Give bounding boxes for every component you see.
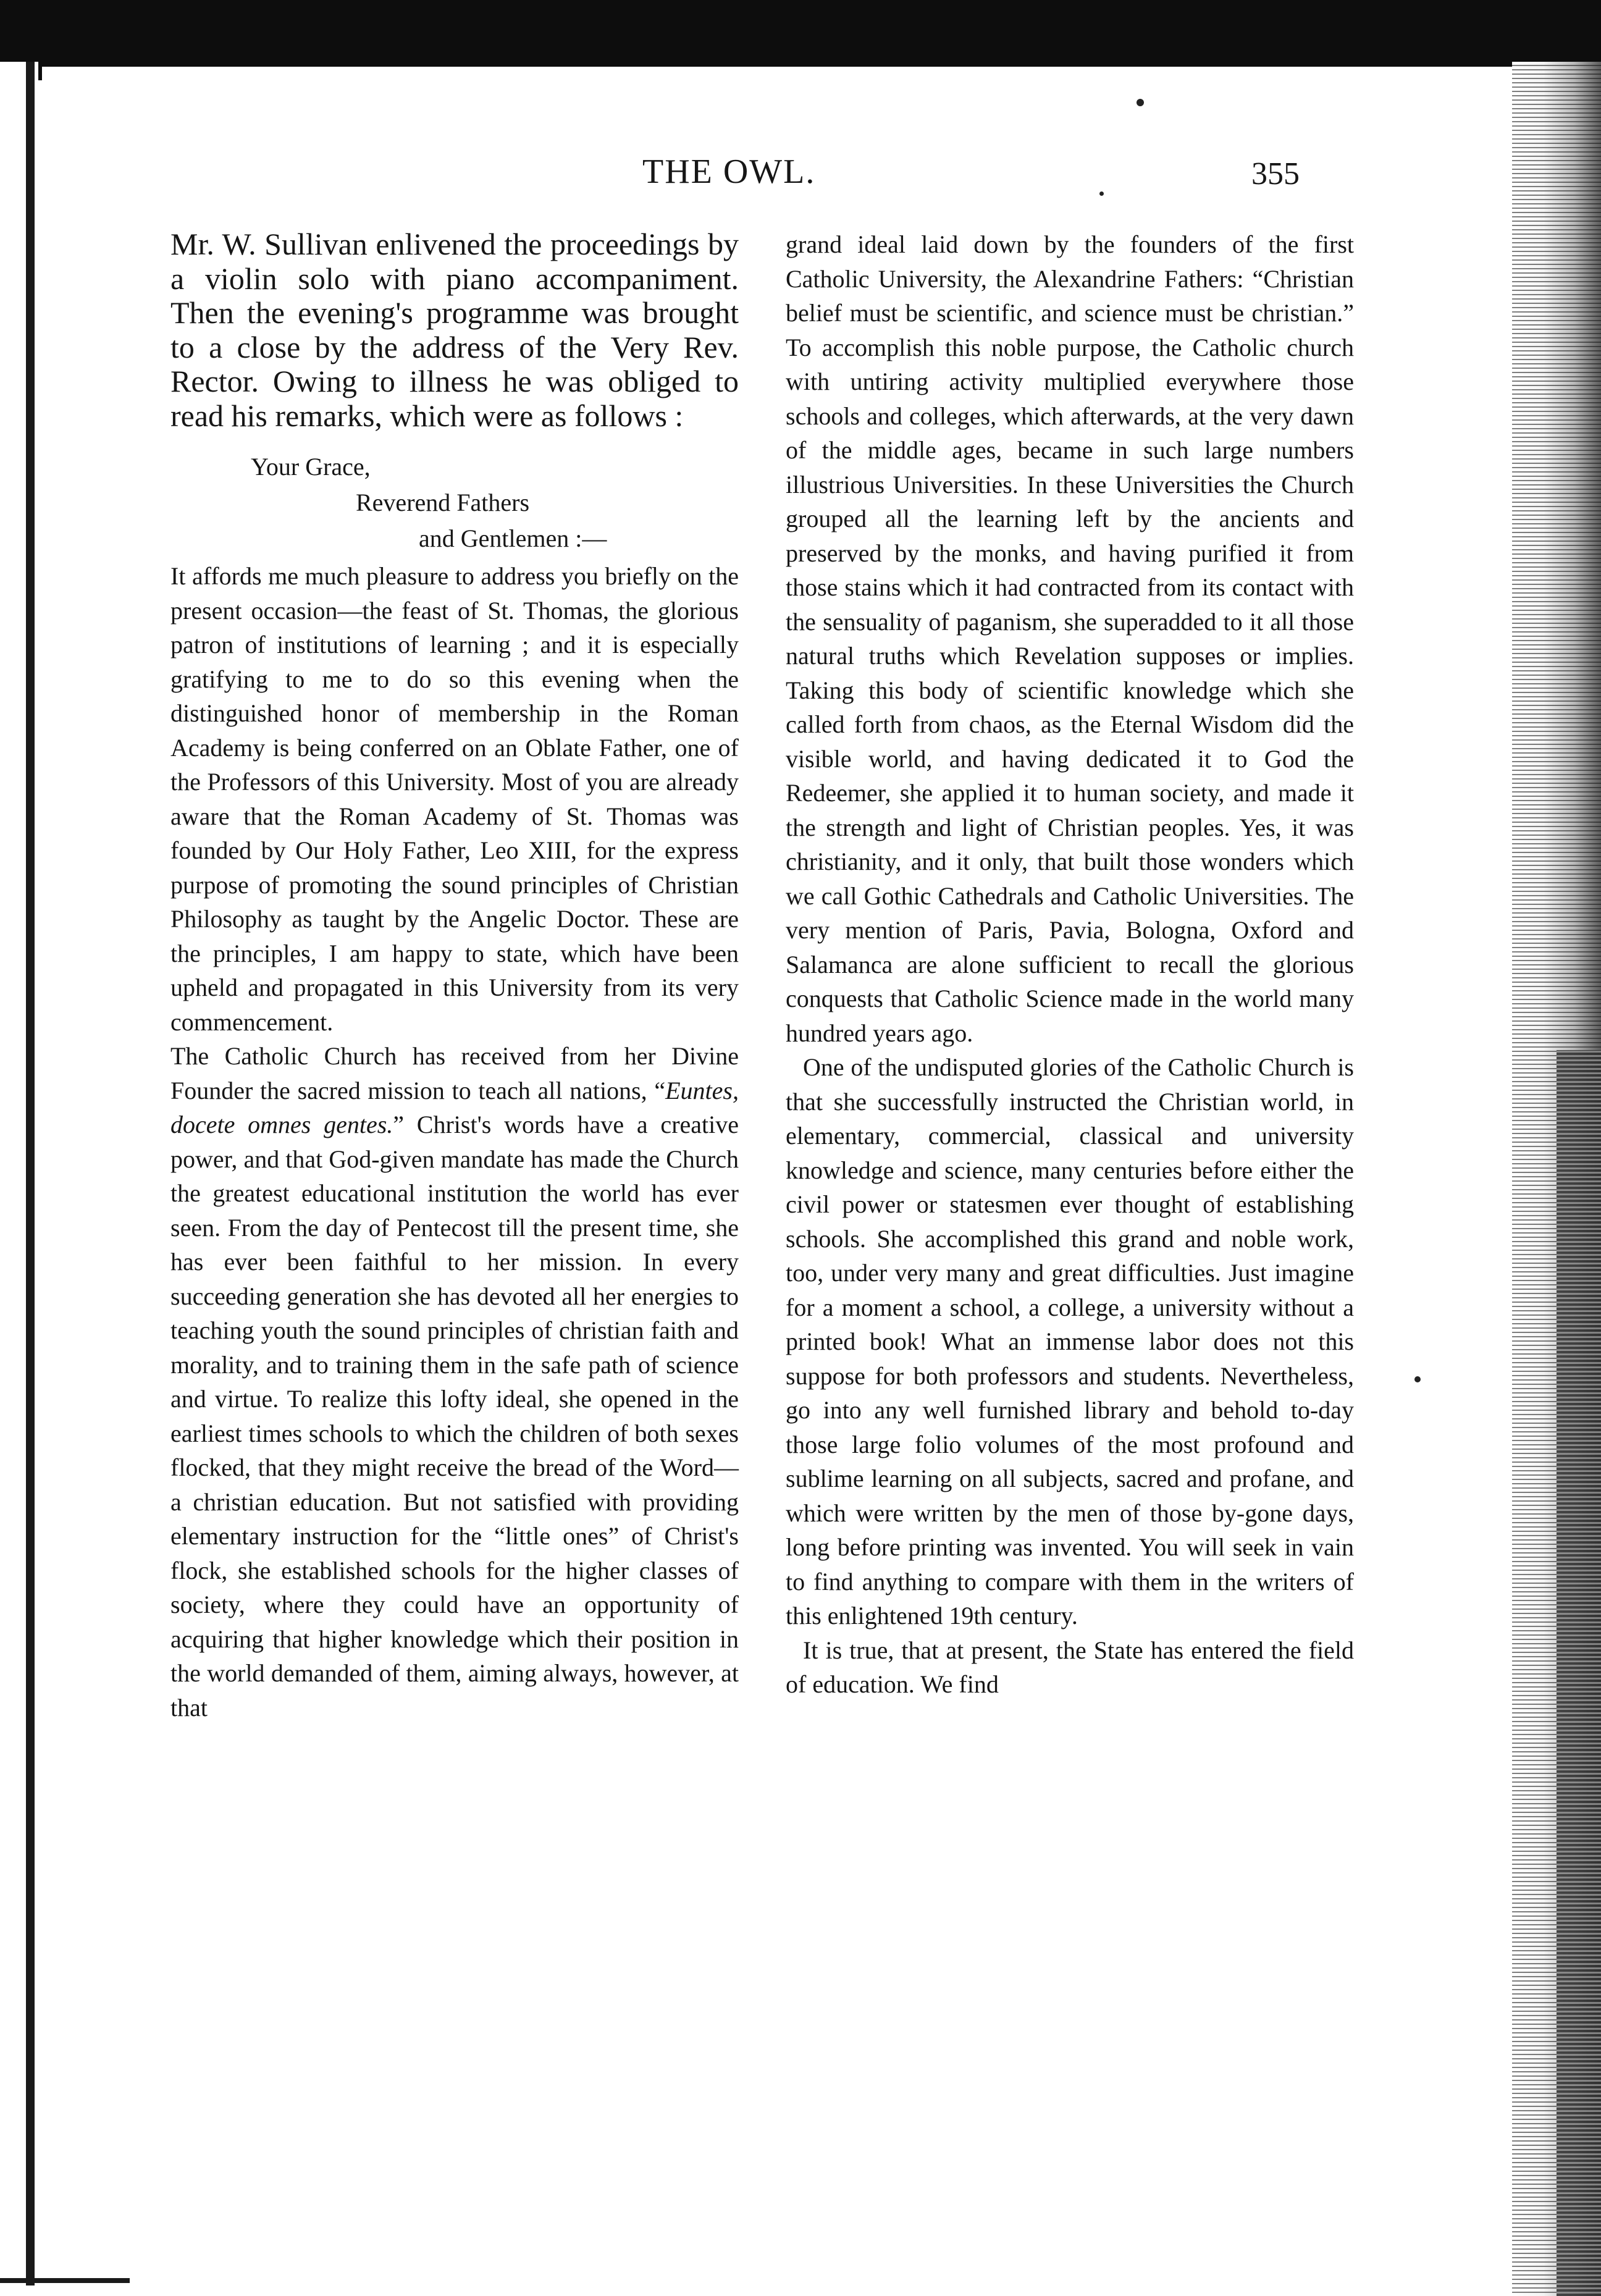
body-paragraph: It affords me much pleasure to address you briefly on the present occasion—the feast of St. Thomas, the glorious patron of institutions of learning ; and it is especially gratifying to me to do so this evening when the distinguished honor of membership in the Roman Academy is being conferred on an Oblate Father, one of the Professors of this University. Most of you are already aware that the Roman Academy of St. Thomas was founded by Our Holy Father, Leo XIII, for the express purpose of promoting the sound principles of Christian Philosophy as taught by the Angelic Doctor. These are the principles, I am happy to state, which have been upheld and propagated in this University from its very commencement. — [170, 562, 739, 1036]
scan-speck — [1137, 99, 1144, 106]
scan-left-border — [0, 62, 38, 2285]
body-paragraph: grand ideal laid down by the founders of the first Catholic University, the Alexandrine Fathers: “Christian belief must be scientific, and science must be christian.” To accomplish this noble purpose, the Catholic church with untiring activity multiplied everywhere those schools and colleges, which afterwards, at the very dawn of the middle ages, became in such large numbers illustrious Universities. In these Universities the Church grouped all the learning left by the ancients and preserved by the monks, and having purified it from those stains which it had contracted from its contact with the sensuality of paganism, she superadded to it all those natural truths which Revelation supposes or implies. Taking this body of scientific knowledge which she called forth from chaos, as the Eternal Wisdom did the visible world, and having dedicated it to God the Redeemer, she applied it to human society, and made it the strength and light of Christian peoples. Yes, it was christianity, and it only, that built those wonders which we call Gothic Cathedrals and Catholic Universities. The very mention of Paris, Pavia, Bologna, Oxford and Salamanca are alone sufficient to recall the glorious conquests that Catholic Science made in the world many hundred years ago. — [786, 230, 1354, 1047]
salutation-line: and Gentlemen :— — [419, 524, 607, 552]
body-paragraph — [170, 1039, 739, 1725]
latin-quote: Euntes, docete omnes gentes. — [170, 1076, 739, 1138]
left-column — [170, 227, 739, 2192]
salutation-line: Reverend Fathers — [356, 489, 530, 516]
right-column — [786, 227, 1354, 2192]
intro-paragraph: Mr. W. Sullivan enlivened the proceedings by a violin solo with piano accompaniment. Then the evening's programme was brought to a close by the address of the Very Rev. Rector. Owing to illness he was obliged to read his remarks, which were as follows : — [170, 227, 739, 433]
page-number: 355 — [1251, 156, 1300, 191]
paragraph-text: ” Christ's words have a creative power, and that God-given mandate has made the Church the greatest educational institution the world has ever seen. From the day of Pentecost till the present time, she has ever been faithful to her mission. In every succeeding generation she has devoted all her energies to teaching youth the sound principles of christian faith and morality, and to training them in the safe path of science and virtue. To realize this lofty ideal, she opened in the earliest times schools to which the children of both sexes flocked, that they might receive the bread of the Word—a christian education. But not satisfied with providing elementary instruction for the “little ones” of Christ's flock, she established schools for the higher classes of society, where they could have an opportunity of acquiring that higher knowledge which their position in the world demanded of them, aiming always, however, at that — [170, 1111, 739, 1722]
scan-speck — [1099, 191, 1104, 196]
body-paragraph: It is true, that at present, the State has entered the field of education. We find — [786, 1636, 1354, 1698]
scan-bottom-mark — [0, 2278, 130, 2283]
running-title: THE OWL. — [642, 153, 816, 191]
scan-speck — [1414, 1376, 1421, 1382]
body-paragraph: One of the undisputed glories of the Catholic Church is that she successfully instructed the Christian world, in elementary, commercial, classical and university knowledge and science, many centuries before either the civil power or statesmen ever thought of establishing schools. She accomplished this grand and noble work, too, under very many and great difficulties. Just imagine for a moment a school, a college, a university without a printed book! What an immense labor does not this suppose for both professors and students. Nevertheless, go into any well furnished library and behold to-day those large folio volumes of the most profound and sublime learning on all subjects, sacred and profane, and which were written by the men of those by-gone days, long before printing was invented. You will seek in vain to find anything to compare with them in the writers of this enlightened 19th century. — [786, 1053, 1354, 1629]
scan-right-shadow — [1557, 1050, 1601, 2296]
scan-top-border — [0, 0, 1601, 67]
paragraph-text: The Catholic Church has received from her Divine Founder the sacred mission to teach all nations, “ — [170, 1042, 739, 1104]
salutation-line: Your Grace, — [251, 453, 371, 481]
